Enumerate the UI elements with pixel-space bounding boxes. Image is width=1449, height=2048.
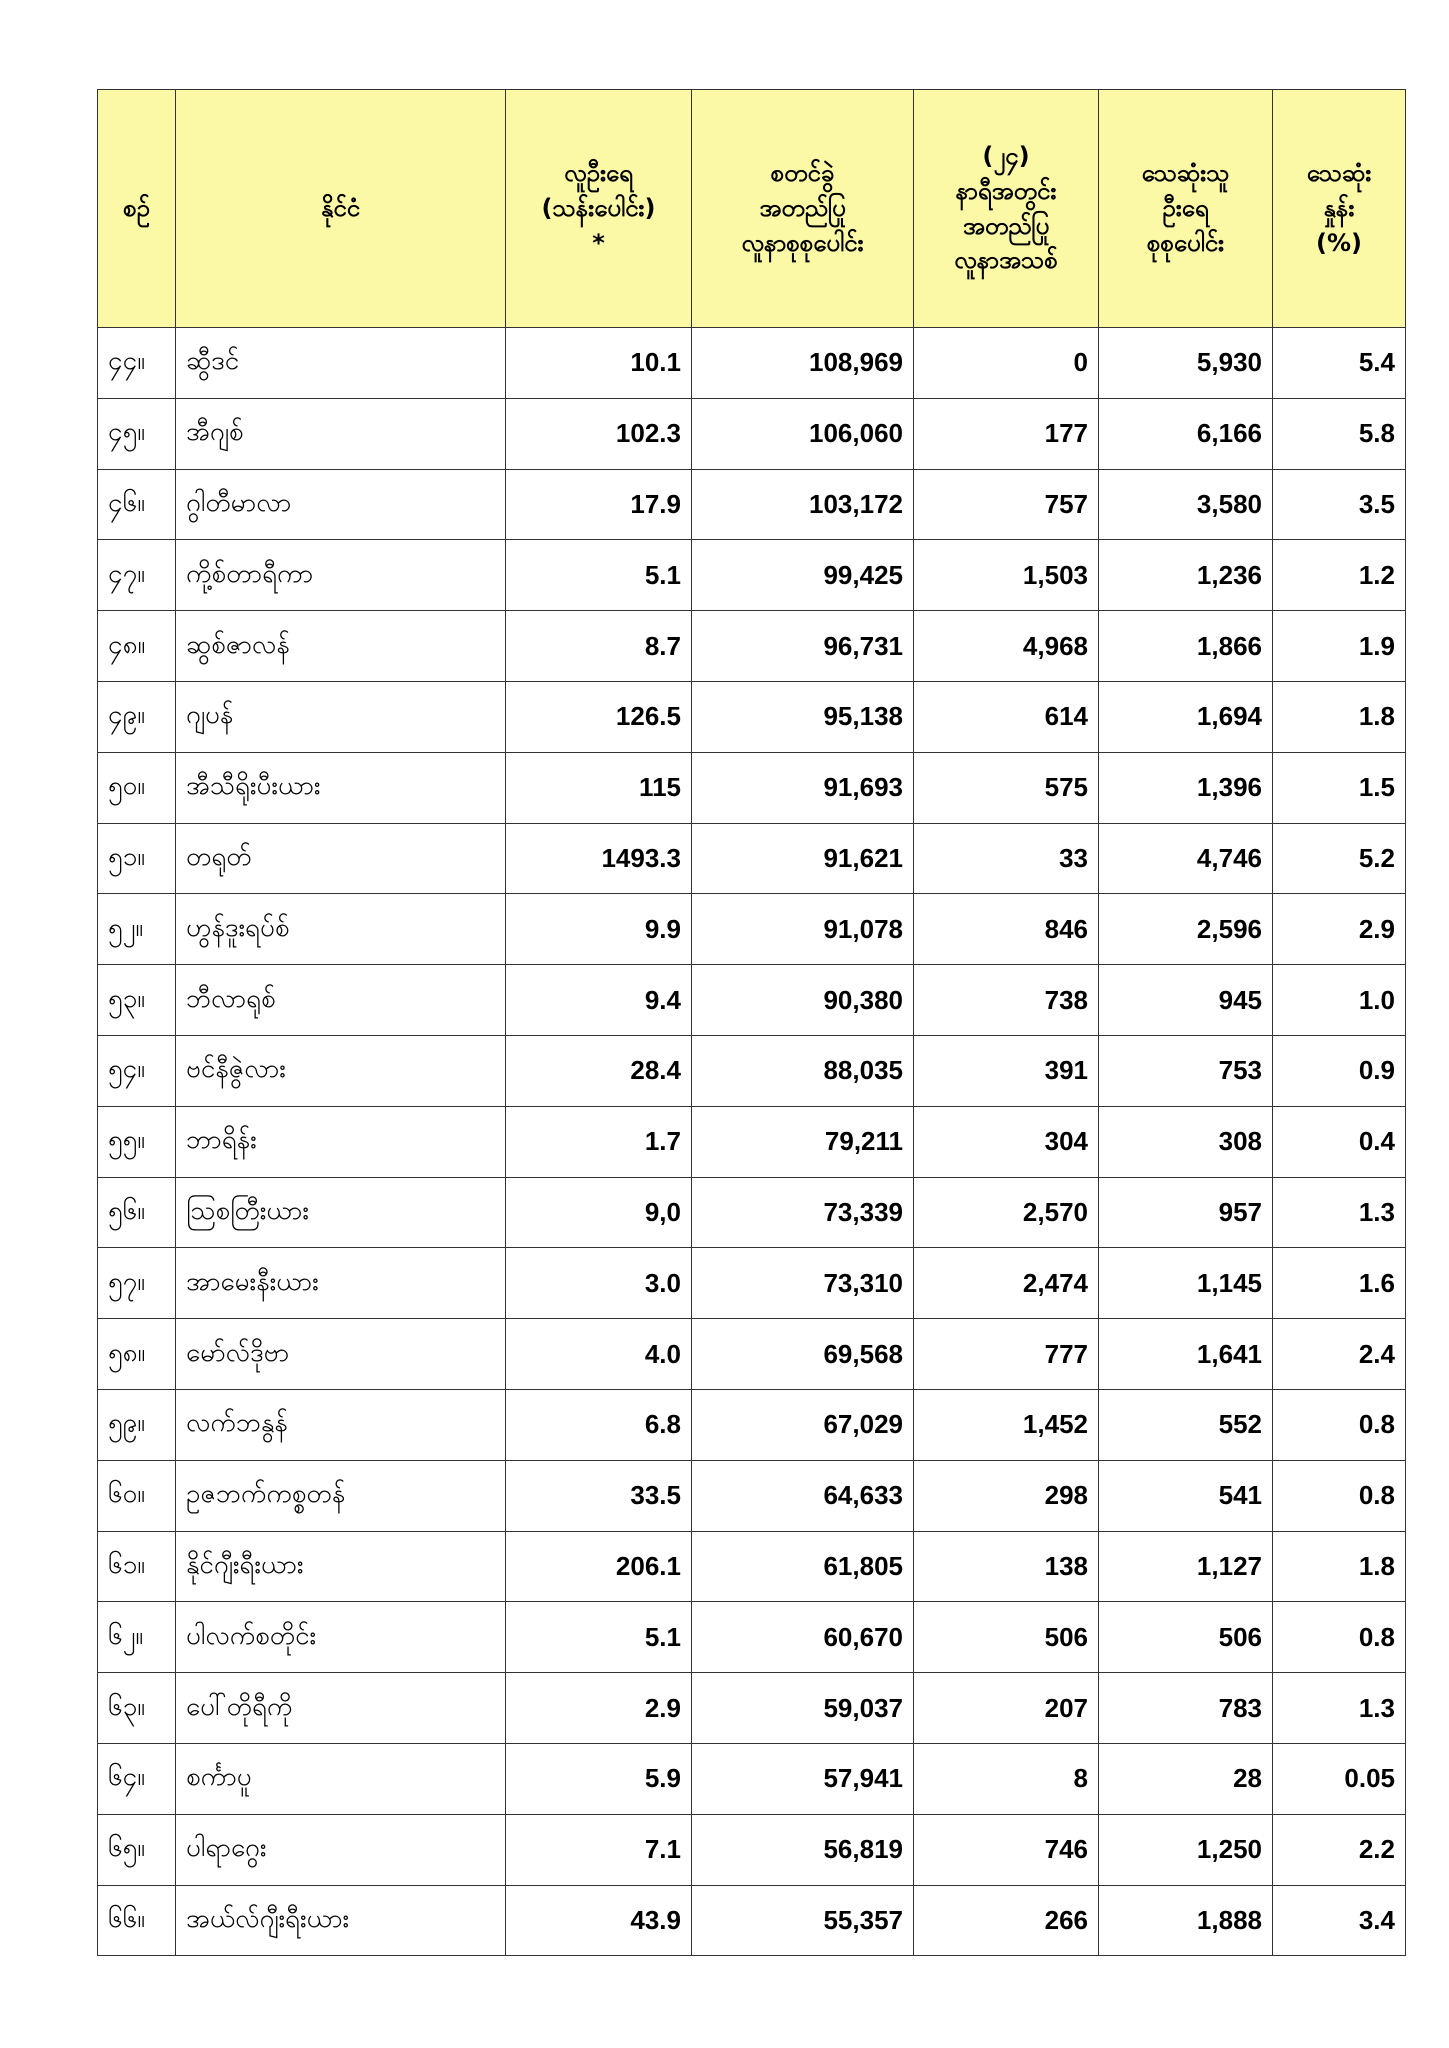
cell-serial: ၆၃။ xyxy=(98,1673,176,1744)
cell-deaths: 308 xyxy=(1099,1106,1273,1177)
cell-country: ဂွါတီမာလာ xyxy=(176,469,506,540)
cell-population: 126.5 xyxy=(506,681,692,752)
cell-population: 28.4 xyxy=(506,1035,692,1106)
cell-new-cases: 391 xyxy=(914,1035,1099,1106)
cell-total-cases: 99,425 xyxy=(692,540,914,611)
cell-death-rate: 1.9 xyxy=(1273,611,1406,682)
table-row xyxy=(98,611,1406,682)
cell-total-cases: 73,339 xyxy=(692,1177,914,1248)
cell-serial: ၄၇။ xyxy=(98,540,176,611)
table-row xyxy=(98,1531,1406,1602)
header-population: လူဦးရေ (သန်းပေါင်း) * xyxy=(506,90,692,328)
cell-serial: ၅၇။ xyxy=(98,1248,176,1319)
cell-total-cases: 88,035 xyxy=(692,1035,914,1106)
table-row xyxy=(98,823,1406,894)
cell-death-rate: 5.4 xyxy=(1273,328,1406,399)
cell-new-cases: 8 xyxy=(914,1743,1099,1814)
cell-serial: ၆၅။ xyxy=(98,1814,176,1885)
header-new-cases: (၂၄) နာရီအတွင်း အတည်ပြု လူနာအသစ် xyxy=(914,90,1099,328)
cell-new-cases: 506 xyxy=(914,1602,1099,1673)
cell-population: 33.5 xyxy=(506,1460,692,1531)
table-row xyxy=(98,398,1406,469)
cell-death-rate: 1.5 xyxy=(1273,752,1406,823)
table-row xyxy=(98,540,1406,611)
cell-population: 4.0 xyxy=(506,1319,692,1390)
table-row xyxy=(98,469,1406,540)
cell-deaths: 1,250 xyxy=(1099,1814,1273,1885)
cell-deaths: 753 xyxy=(1099,1035,1273,1106)
cell-country: ဂျပန် xyxy=(176,681,506,752)
cell-death-rate: 0.4 xyxy=(1273,1106,1406,1177)
cell-deaths: 552 xyxy=(1099,1389,1273,1460)
cell-death-rate: 1.3 xyxy=(1273,1177,1406,1248)
table-row xyxy=(98,1389,1406,1460)
cell-total-cases: 103,172 xyxy=(692,469,914,540)
cell-deaths: 1,145 xyxy=(1099,1248,1273,1319)
table-row xyxy=(98,1814,1406,1885)
table-row xyxy=(98,1460,1406,1531)
cell-serial: ၆၁။ xyxy=(98,1531,176,1602)
cell-serial: ၅၀။ xyxy=(98,752,176,823)
cell-deaths: 2,596 xyxy=(1099,894,1273,965)
cell-deaths: 1,396 xyxy=(1099,752,1273,823)
cell-deaths: 4,746 xyxy=(1099,823,1273,894)
cell-serial: ၄၈။ xyxy=(98,611,176,682)
table-row xyxy=(98,1177,1406,1248)
cell-new-cases: 0 xyxy=(914,328,1099,399)
table-row xyxy=(98,894,1406,965)
cell-total-cases: 64,633 xyxy=(692,1460,914,1531)
cell-new-cases: 33 xyxy=(914,823,1099,894)
cell-deaths: 28 xyxy=(1099,1743,1273,1814)
cell-new-cases: 846 xyxy=(914,894,1099,965)
cell-deaths: 6,166 xyxy=(1099,398,1273,469)
cell-country: ဘာရိန်း xyxy=(176,1106,506,1177)
cell-country: အီဂျစ် xyxy=(176,398,506,469)
cell-population: 1493.3 xyxy=(506,823,692,894)
cell-total-cases: 67,029 xyxy=(692,1389,914,1460)
cell-serial: ၄၅။ xyxy=(98,398,176,469)
header-serial: စဉ် xyxy=(98,90,176,328)
cell-serial: ၅၈။ xyxy=(98,1319,176,1390)
cell-country: လက်ဘနွန် xyxy=(176,1389,506,1460)
cell-new-cases: 2,570 xyxy=(914,1177,1099,1248)
cell-country: ဟွန်ဒူးရပ်စ် xyxy=(176,894,506,965)
cell-population: 9.9 xyxy=(506,894,692,965)
cell-population: 206.1 xyxy=(506,1531,692,1602)
cell-total-cases: 91,078 xyxy=(692,894,914,965)
cell-serial: ၆၂။ xyxy=(98,1602,176,1673)
cell-serial: ၅၅။ xyxy=(98,1106,176,1177)
cell-country: အာမေးနီးယား xyxy=(176,1248,506,1319)
cell-new-cases: 1,452 xyxy=(914,1389,1099,1460)
cell-serial: ၅၄။ xyxy=(98,1035,176,1106)
cell-population: 9.4 xyxy=(506,965,692,1036)
cell-total-cases: 106,060 xyxy=(692,398,914,469)
table-row xyxy=(98,1885,1406,1956)
cell-death-rate: 1.6 xyxy=(1273,1248,1406,1319)
cell-population: 17.9 xyxy=(506,469,692,540)
cell-country: နိုင်ဂျီးရီးယား xyxy=(176,1531,506,1602)
cell-deaths: 1,694 xyxy=(1099,681,1273,752)
cell-total-cases: 57,941 xyxy=(692,1743,914,1814)
table-row xyxy=(98,1602,1406,1673)
cell-deaths: 945 xyxy=(1099,965,1273,1036)
cell-death-rate: 2.9 xyxy=(1273,894,1406,965)
cell-serial: ၆၄။ xyxy=(98,1743,176,1814)
cell-deaths: 1,641 xyxy=(1099,1319,1273,1390)
cell-serial: ၅၁။ xyxy=(98,823,176,894)
cell-death-rate: 2.2 xyxy=(1273,1814,1406,1885)
cell-total-cases: 91,693 xyxy=(692,752,914,823)
cell-serial: ၆၆။ xyxy=(98,1885,176,1956)
cell-death-rate: 1.8 xyxy=(1273,1531,1406,1602)
cell-population: 10.1 xyxy=(506,328,692,399)
cell-total-cases: 96,731 xyxy=(692,611,914,682)
cell-total-cases: 61,805 xyxy=(692,1531,914,1602)
cell-total-cases: 79,211 xyxy=(692,1106,914,1177)
table-row xyxy=(98,1106,1406,1177)
cell-death-rate: 0.9 xyxy=(1273,1035,1406,1106)
cell-death-rate: 1.8 xyxy=(1273,681,1406,752)
cell-total-cases: 95,138 xyxy=(692,681,914,752)
cell-deaths: 1,866 xyxy=(1099,611,1273,682)
cell-new-cases: 266 xyxy=(914,1885,1099,1956)
table-row xyxy=(98,328,1406,399)
cell-new-cases: 746 xyxy=(914,1814,1099,1885)
cell-country: ဘီလာရုစ် xyxy=(176,965,506,1036)
cell-total-cases: 55,357 xyxy=(692,1885,914,1956)
cell-deaths: 783 xyxy=(1099,1673,1273,1744)
cell-population: 8.7 xyxy=(506,611,692,682)
cell-death-rate: 0.8 xyxy=(1273,1389,1406,1460)
cell-serial: ၅၉။ xyxy=(98,1389,176,1460)
cell-serial: ၄၉။ xyxy=(98,681,176,752)
cell-death-rate: 5.8 xyxy=(1273,398,1406,469)
cell-total-cases: 90,380 xyxy=(692,965,914,1036)
table-row xyxy=(98,1248,1406,1319)
cell-population: 9,0 xyxy=(506,1177,692,1248)
cell-population: 7.1 xyxy=(506,1814,692,1885)
cell-country: စင်္ကာပူ xyxy=(176,1743,506,1814)
header-country: နိုင်ငံ xyxy=(176,90,506,328)
cell-country: ဆွီဒင် xyxy=(176,328,506,399)
cell-country: ဆွစ်ဇာလန် xyxy=(176,611,506,682)
table-row xyxy=(98,1035,1406,1106)
cell-new-cases: 304 xyxy=(914,1106,1099,1177)
cell-population: 5.1 xyxy=(506,1602,692,1673)
cell-death-rate: 0.05 xyxy=(1273,1743,1406,1814)
cell-serial: ၅၆။ xyxy=(98,1177,176,1248)
cell-serial: ၅၃။ xyxy=(98,965,176,1036)
table-row xyxy=(98,1319,1406,1390)
cell-country: ဥဇဘက်ကစ္စတန် xyxy=(176,1460,506,1531)
cell-death-rate: 1.3 xyxy=(1273,1673,1406,1744)
cell-new-cases: 138 xyxy=(914,1531,1099,1602)
cell-total-cases: 91,621 xyxy=(692,823,914,894)
cell-deaths: 5,930 xyxy=(1099,328,1273,399)
cell-death-rate: 2.4 xyxy=(1273,1319,1406,1390)
header-row xyxy=(98,90,1406,328)
cell-population: 2.9 xyxy=(506,1673,692,1744)
cell-serial: ၅၂။ xyxy=(98,894,176,965)
cell-serial: ၄၆။ xyxy=(98,469,176,540)
cell-death-rate: 1.2 xyxy=(1273,540,1406,611)
cell-death-rate: 0.8 xyxy=(1273,1602,1406,1673)
cell-serial: ၆၀။ xyxy=(98,1460,176,1531)
cell-death-rate: 0.8 xyxy=(1273,1460,1406,1531)
cell-deaths: 1,888 xyxy=(1099,1885,1273,1956)
cell-new-cases: 177 xyxy=(914,398,1099,469)
cell-population: 5.9 xyxy=(506,1743,692,1814)
cell-death-rate: 1.0 xyxy=(1273,965,1406,1036)
cell-country: ပါရာဂွေး xyxy=(176,1814,506,1885)
cell-deaths: 1,127 xyxy=(1099,1531,1273,1602)
header-total-cases: စတင်ခွဲ အတည်ပြု လူနာစုစုပေါင်း xyxy=(692,90,914,328)
table-row xyxy=(98,681,1406,752)
cell-population: 6.8 xyxy=(506,1389,692,1460)
cell-new-cases: 4,968 xyxy=(914,611,1099,682)
cell-new-cases: 298 xyxy=(914,1460,1099,1531)
cell-total-cases: 69,568 xyxy=(692,1319,914,1390)
cell-death-rate: 3.4 xyxy=(1273,1885,1406,1956)
cell-country: ကို့စ်တာရီကာ xyxy=(176,540,506,611)
cell-population: 115 xyxy=(506,752,692,823)
header-deaths: သေဆုံးသူ ဦးရေ စုစုပေါင်း xyxy=(1099,90,1273,328)
cell-deaths: 541 xyxy=(1099,1460,1273,1531)
cell-new-cases: 777 xyxy=(914,1319,1099,1390)
cell-population: 3.0 xyxy=(506,1248,692,1319)
cell-country: အယ်လ်ဂျီးရီးယား xyxy=(176,1885,506,1956)
cell-population: 43.9 xyxy=(506,1885,692,1956)
table-row xyxy=(98,965,1406,1036)
cell-population: 5.1 xyxy=(506,540,692,611)
covid-country-table xyxy=(97,89,1406,1956)
cell-deaths: 3,580 xyxy=(1099,469,1273,540)
cell-total-cases: 59,037 xyxy=(692,1673,914,1744)
cell-serial: ၄၄။ xyxy=(98,328,176,399)
cell-country: ပေါ်တိုရီကို xyxy=(176,1673,506,1744)
cell-country: ပါလက်စတိုင်း xyxy=(176,1602,506,1673)
cell-total-cases: 60,670 xyxy=(692,1602,914,1673)
cell-death-rate: 3.5 xyxy=(1273,469,1406,540)
cell-deaths: 1,236 xyxy=(1099,540,1273,611)
cell-country: သြစတြီးယား xyxy=(176,1177,506,1248)
cell-country: မော်လ်ဒိုဗာ xyxy=(176,1319,506,1390)
cell-population: 1.7 xyxy=(506,1106,692,1177)
cell-country: ဗင်နီဇွဲလား xyxy=(176,1035,506,1106)
table-row xyxy=(98,1743,1406,1814)
cell-new-cases: 757 xyxy=(914,469,1099,540)
cell-total-cases: 56,819 xyxy=(692,1814,914,1885)
cell-new-cases: 575 xyxy=(914,752,1099,823)
cell-country: အီသီရိုးပီးယား xyxy=(176,752,506,823)
header-death-rate: သေဆုံး နှုန်း (%) xyxy=(1273,90,1406,328)
cell-new-cases: 207 xyxy=(914,1673,1099,1744)
table-row xyxy=(98,1673,1406,1744)
cell-deaths: 957 xyxy=(1099,1177,1273,1248)
cell-country: တရုတ် xyxy=(176,823,506,894)
cell-total-cases: 73,310 xyxy=(692,1248,914,1319)
cell-new-cases: 2,474 xyxy=(914,1248,1099,1319)
cell-deaths: 506 xyxy=(1099,1602,1273,1673)
cell-population: 102.3 xyxy=(506,398,692,469)
table-row xyxy=(98,752,1406,823)
cell-death-rate: 5.2 xyxy=(1273,823,1406,894)
cell-new-cases: 614 xyxy=(914,681,1099,752)
cell-total-cases: 108,969 xyxy=(692,328,914,399)
cell-new-cases: 738 xyxy=(914,965,1099,1036)
cell-new-cases: 1,503 xyxy=(914,540,1099,611)
